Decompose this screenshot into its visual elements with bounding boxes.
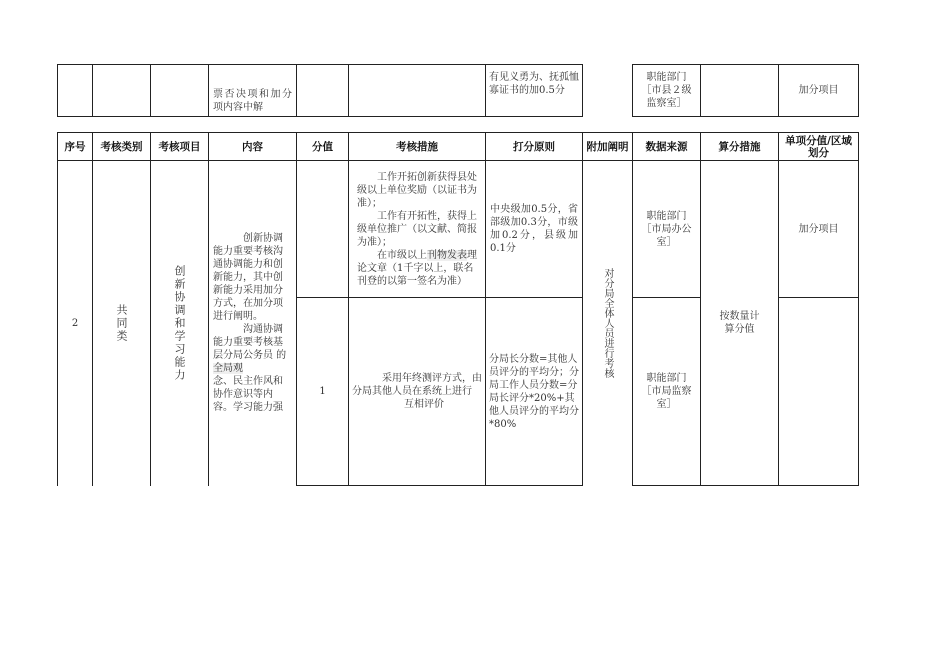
sub1-measures-para-3b: 理论文章（1千字以上，联名刊登的以第一签名为准） <box>357 249 477 287</box>
sub2-principle-text: 分局长分数=其他人员评分的平均分；分局工作人员分数=分局长评分*20%+其他人员评分的平均分*80% <box>489 353 579 430</box>
top-principle-text: 有见义勇为、抚孤恤寡证书的加0.5分 <box>489 72 579 96</box>
assessment-table <box>57 132 859 486</box>
calc-text: 按数量计算分值 <box>719 311 760 335</box>
sub1-principle-text: 中央级加0.5分，省部级加0.3分，市级加0.2分，县级加0.1分 <box>490 204 578 254</box>
additional-text: 对分局全体人员进行考核 <box>602 268 613 379</box>
top-score-cell <box>297 65 349 117</box>
header-principle: 打分原则 <box>486 133 583 161</box>
item-cell <box>151 161 209 486</box>
category-cell <box>93 161 151 486</box>
sub1-measures-highlight: 刊物发表 <box>427 249 467 261</box>
content-para-2-text: 沟通协调能力重要考核基层分局公务员 的 <box>213 324 287 362</box>
sub1-unit-cell <box>779 161 859 298</box>
content-para-2 <box>213 323 292 375</box>
header-calc: 算分措施 <box>701 133 779 161</box>
sub2-score-text: 1 <box>319 386 326 397</box>
top-fragment-table <box>57 64 859 117</box>
top-content-cell <box>209 65 297 117</box>
content-cell <box>209 161 297 486</box>
sub1-unit-text: 加分项目 <box>798 223 839 235</box>
top-unit-text: 加分项目 <box>798 85 839 96</box>
header-seq: 序号 <box>58 133 93 161</box>
header-content: 内容 <box>209 133 297 161</box>
top-measures-cell <box>349 65 486 117</box>
top-seq-cell <box>58 65 93 117</box>
sub2-unit-cell <box>779 298 859 486</box>
sub1-score-cell <box>297 161 349 298</box>
sub2-measures-block <box>349 372 485 411</box>
sub1-source-cell <box>633 161 701 298</box>
additional-cell <box>583 161 633 486</box>
header-item: 考核项目 <box>151 133 209 161</box>
header-category: 考核类别 <box>93 133 151 161</box>
content-para-3: 念、民主作风和协作意识等内容。学习能力强 <box>213 376 283 414</box>
top-gap-cell <box>583 65 633 117</box>
content-highlight: 全局观 <box>213 363 243 375</box>
table-row <box>58 161 859 298</box>
sub2-source-cell <box>633 298 701 486</box>
top-row <box>58 65 859 117</box>
top-calc-cell <box>701 65 779 117</box>
sub1-measures-para-3a: 在市级以上 <box>377 249 427 261</box>
header-unit: 单项分值/区域划分 <box>779 133 859 161</box>
sub1-source-text: 职能部门［市局办公室］ <box>641 210 692 248</box>
top-category-cell <box>93 65 151 117</box>
sub1-measures-cell <box>349 161 486 298</box>
content-block <box>209 232 296 414</box>
top-content-text: 票否决项和加分项内容中解 <box>213 89 292 113</box>
sub1-measures-block <box>349 171 485 288</box>
sub2-measures-para-1: 采用年终测评方式，由分局其他人员在系统上进行 <box>352 373 482 397</box>
header-row <box>58 133 859 161</box>
calc-cell <box>701 161 779 486</box>
header-score: 分值 <box>297 133 349 161</box>
header-source: 数据来源 <box>633 133 701 161</box>
seq-text: 2 <box>71 317 79 329</box>
sub1-measures-para-2: 工作有开拓性，获得上级单位推广（以文献、简报为准）； <box>357 210 477 248</box>
category-text: 共同类 <box>115 303 128 343</box>
sub1-measures-para-1: 工作开拓创新获得县处级以上单位奖励（以证书为准）； <box>357 171 477 209</box>
header-measures: 考核措施 <box>349 133 486 161</box>
top-source-text: 职能部门［市县２级监察室］ <box>641 72 692 109</box>
sub2-score-cell <box>297 298 349 486</box>
sub2-measures-para-2: 互相评价 <box>404 399 444 410</box>
content-para-1: 创新协调能力重要考核沟通协调能力和创新能力，其中创新能力采用加分方式，在加分项进行阐明。 <box>213 233 283 323</box>
top-unit-cell <box>779 65 859 117</box>
item-text: 创新协调和学习能力 <box>173 264 186 382</box>
header-additional: 附加阐明 <box>583 133 633 161</box>
sub2-source-text: 职能部门［市局监察室］ <box>641 373 692 410</box>
top-item-cell <box>151 65 209 117</box>
top-principle-cell <box>486 65 583 117</box>
sub2-principle-cell <box>486 298 583 486</box>
sub1-principle-cell <box>486 161 583 298</box>
sub2-measures-cell <box>349 298 486 486</box>
top-source-cell <box>633 65 701 117</box>
sub1-measures-para-3 <box>357 249 482 288</box>
seq-cell <box>58 161 93 486</box>
